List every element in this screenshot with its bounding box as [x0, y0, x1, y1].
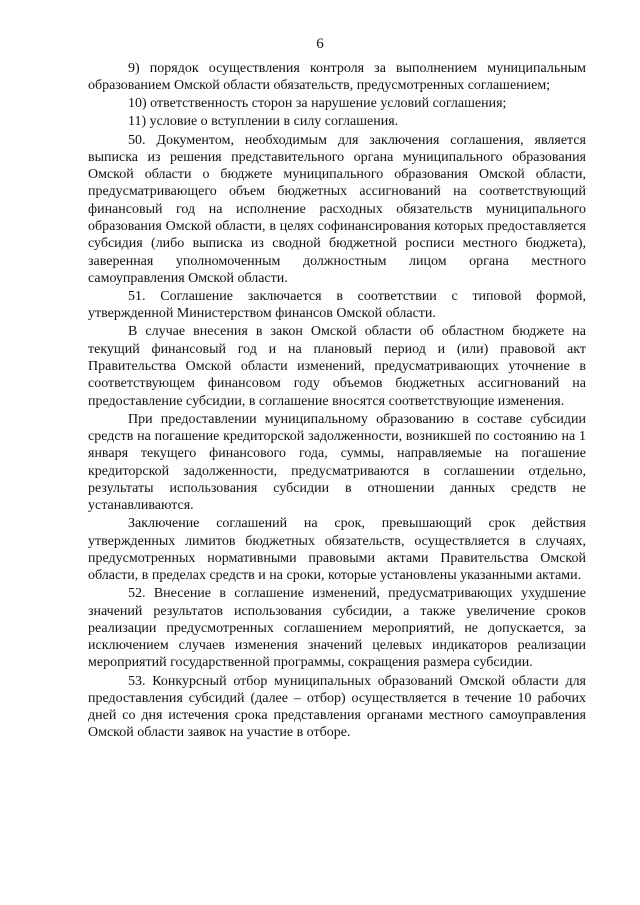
paragraph-51-amendment: В случае внесения в закон Омской области об областном бюджете на текущий финансовый год и на плановый период и (или) правовой акт Правительства Омской области изменений, предусматривающих уточнение в соответствующем финансовом году объемов бюджетных ассигнований на предоставление субсидии, в соглашение вносятся соответствующие изменения. — [88, 324, 586, 409]
paragraph-51: 51. Соглашение заключается в соответствии с типовой формой, утвержденной Министерством финансов Омской области. — [88, 289, 586, 322]
page-number: 6 — [316, 36, 324, 52]
paragraph-item-9: 9) порядок осуществления контроля за выполнением муниципальным образованием Омской области обязательств, предусмотренных соглашением; — [88, 61, 586, 94]
paragraph-51-term: Заключение соглашений на срок, превышающий срок действия утвержденных лимитов бюджетных обязательств, осуществляется в случаях, предусмотренных нормативными правовыми актами Правительства Омской области, в пределах средств и на сроки, которые установлены указанными актами. — [88, 516, 586, 584]
paragraph-50: 50. Документом, необходимым для заключения соглашения, является выписка из решения представительного органа муниципального образования Омской области о бюджете муниципального образования Омской области, предусматривающего объем бюджетных ассигнований на соответствующий финансовый год на исполнение расходных обязательств муниципального образования Омской области, в целях софинансирования которых предоставляется субсидия (либо выписка из сводной бюджетной росписи местного бюджета), заверенная уполномоченным должностным лицом органа местного самоуправления Омской области. — [88, 132, 586, 286]
paragraph-52: 52. Внесение в соглашение изменений, предусматривающих ухудшение значений результатов использования субсидии, а также увеличение сроков реализации предусмотренных соглашением мероприятий, не допускается, за исключением случаев изменения значений целевых индикаторов реализации мероприятий государственной программы, сокращения размера субсидии. — [88, 586, 586, 671]
paragraph-51-debt: При предоставлении муниципальному образованию в составе субсидии средств на погашение кредиторской задолженности, возникшей по состоянию на 1 января текущего финансового года, суммы, направляемые на погашение кредиторской задолженности, предусматриваются в соглашении отдельно, результаты использования субсидии в отношении данных средств не устанавливаются. — [88, 411, 586, 514]
paragraph-item-11: 11) условие о вступлении в силу соглашения. — [128, 114, 399, 130]
paragraph-53: 53. Конкурсный отбор муниципальных образований Омской области для предоставления субсидий (далее – отбор) осуществляется в течение 10 рабочих дней со дня истечения срока представления органами местного самоуправления Омской области заявок на участие в отборе. — [88, 673, 586, 741]
paragraph-item-10: 10) ответственность сторон за нарушение условий соглашения; — [128, 96, 507, 112]
document-body — [88, 60, 586, 743]
